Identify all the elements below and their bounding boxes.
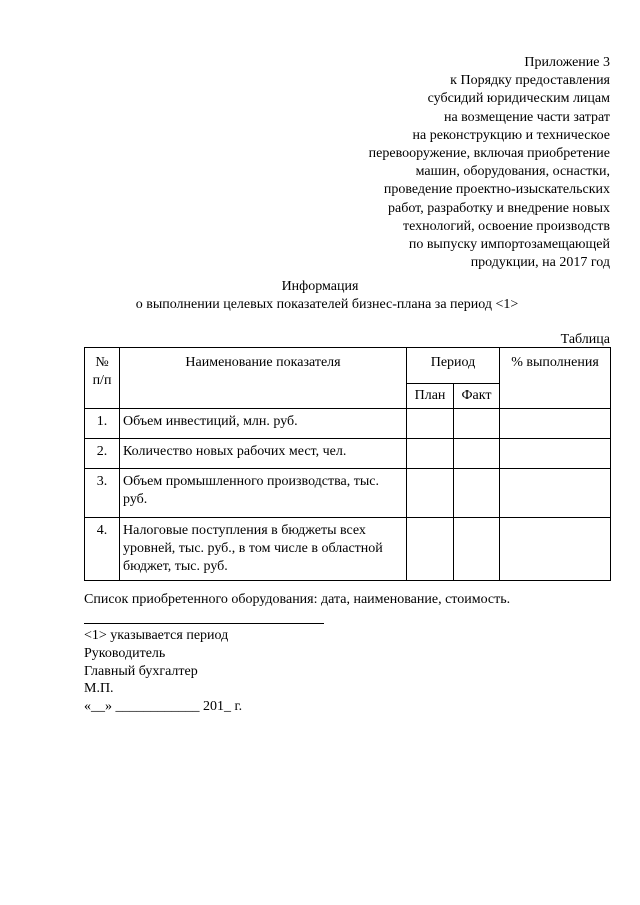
table-header-row xyxy=(85,348,611,384)
header-indicator-name: Наименование показателя xyxy=(120,348,407,409)
header-plan: План xyxy=(407,384,454,409)
table-row xyxy=(85,469,611,518)
seal-label: М.П. xyxy=(84,681,114,697)
table-row xyxy=(85,409,611,439)
head-signature-label: Руководитель xyxy=(84,645,166,661)
row-fact-cell xyxy=(454,409,500,439)
header-number xyxy=(85,348,120,409)
row-plan-cell xyxy=(407,518,454,581)
header-percent: % выполнения xyxy=(500,348,611,409)
row-fact-cell xyxy=(454,518,500,581)
row-fact-cell xyxy=(454,469,500,518)
appendix-line: Приложение 3 xyxy=(524,55,610,70)
footnote-text: <1> указывается период xyxy=(84,628,229,643)
appendix-line: субсидий юридическим лицам xyxy=(427,91,610,107)
appendix-line: проведение проектно-изыскательских xyxy=(383,182,610,198)
appendix-line: к Порядку предоставления xyxy=(450,73,610,89)
document-title: Информация xyxy=(281,279,359,294)
header-number-abbr: п/п xyxy=(92,373,112,388)
appendix-line: продукции, на 2017 год xyxy=(470,255,610,271)
appendix-line: на возмещение части затрат xyxy=(443,109,610,125)
row-plan-cell xyxy=(407,439,454,469)
row-indicator-name: Количество новых рабочих мест, чел. xyxy=(120,439,407,469)
footer-notes xyxy=(84,627,242,716)
accountant-signature-label: Главный бухгалтер xyxy=(84,663,198,679)
row-number: 2. xyxy=(85,439,120,469)
row-percent-cell xyxy=(500,469,611,518)
row-percent-cell xyxy=(500,518,611,581)
appendix-line: работ, разработку и внедрение новых xyxy=(387,200,610,216)
document-subtitle: о выполнении целевых показателей бизнес-плана за период <1> xyxy=(135,297,519,312)
row-indicator-name: Налоговые поступления в бюджеты всех уровней, тыс. руб., в том числе в областной бюджет, тыс. руб. xyxy=(120,518,407,581)
footnote-divider xyxy=(84,623,324,624)
document-heading xyxy=(0,278,640,314)
header-fact: Факт xyxy=(454,384,500,409)
date-line: «__» ____________ 201_ г. xyxy=(84,699,243,715)
row-indicator-name: Объем промышленного производства, тыс. руб. xyxy=(120,469,407,518)
row-fact-cell xyxy=(454,439,500,469)
row-indicator-name: Объем инвестиций, млн. руб. xyxy=(120,409,407,439)
row-plan-cell xyxy=(407,469,454,518)
appendix-line: технологий, освоение производств xyxy=(402,218,610,234)
row-percent-cell xyxy=(500,439,611,469)
row-number: 1. xyxy=(85,409,120,439)
appendix-line: перевооружение, включая приобретение xyxy=(368,146,610,162)
row-number: 3. xyxy=(85,469,120,518)
row-plan-cell xyxy=(407,409,454,439)
header-number-sign: № xyxy=(95,355,109,370)
header-period: Период xyxy=(407,348,500,384)
appendix-line: по выпуску импортозамещающей xyxy=(408,237,610,253)
equipment-list-note: Список приобретенного оборудования: дата, наименование, стоимость. xyxy=(84,592,511,607)
table-label: Таблица xyxy=(560,332,610,347)
appendix-line: машин, оборудования, оснастки, xyxy=(415,164,610,180)
table-row xyxy=(85,439,611,469)
appendix-block xyxy=(290,54,610,272)
appendix-line: на реконструкцию и техническое xyxy=(412,127,610,143)
table-row xyxy=(85,518,611,581)
indicators-table xyxy=(84,347,611,581)
row-percent-cell xyxy=(500,409,611,439)
row-number: 4. xyxy=(85,518,120,581)
